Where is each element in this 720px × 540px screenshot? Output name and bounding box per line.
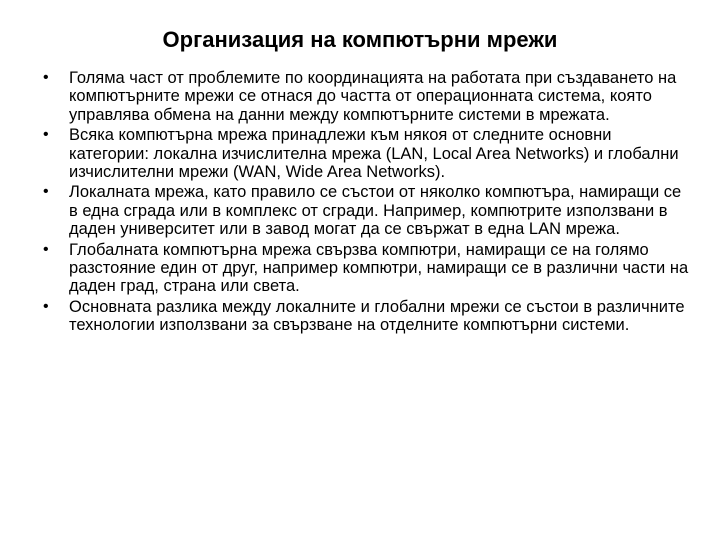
bullet-marker: • [43, 126, 49, 144]
slide-title: Организация на компютърни мрежи [162, 27, 558, 52]
bullet-item [43, 241, 693, 296]
bullet-text: Всяка компютърна мрежа принадлежи към някоя от следните основни категории: локална изчислителна мрежа (LAN, Local Area Networks) и глобални изчислителни мрежи (WAN, Wide Area Networks). [69, 126, 679, 182]
bullet-item [43, 69, 693, 124]
bullet-text: Голяма част от проблемите по координацията на работата при създаването на компютърните мрежи се отнася до частта от операционната система, която управлява обмена на данни между компютърните системи в мрежата. [69, 69, 677, 124]
bullet-text: Глобалната компютърна мрежа свързва компютри, намиращи се на голямо разстояние един от друг, например компютри, намиращи се в различни части на даден град, страна или света. [69, 240, 689, 296]
bullet-text: Локалната мрежа, като правило се състои от няколко компютъра, намиращи се в една сграда или в комплекс от сгради. Например, компютрите използвани в даден университет или в завод могат да се свържат в една LAN мрежа. [69, 183, 682, 239]
bullet-marker: • [43, 69, 49, 86]
bullet-marker: • [43, 297, 49, 315]
bullet-marker: • [43, 240, 49, 258]
bullet-item [43, 126, 693, 181]
bullet-item [43, 298, 693, 335]
bullet-marker: • [43, 183, 49, 201]
bullet-list [43, 69, 693, 337]
bullet-item [43, 183, 693, 238]
bullet-text: Основната разлика между локалните и глобални мрежи се състои в различните технологии използвани за свързване на отделните компютърни системи. [69, 297, 685, 335]
